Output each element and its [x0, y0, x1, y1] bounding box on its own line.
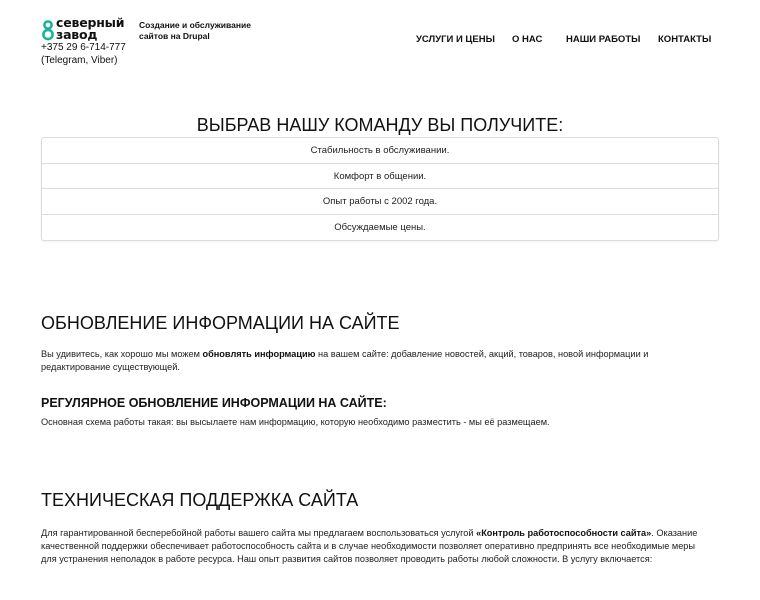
logo-line-1: северный	[56, 15, 125, 30]
nav-item-works[interactable]: НАШИ РАБОТЫ	[566, 34, 641, 45]
nav-item-about[interactable]: О НАС	[512, 34, 543, 45]
benefit-item: Комфорт в общении.	[42, 164, 718, 190]
slogan-line-1: Создание и обслуживание	[139, 20, 251, 30]
update-section-title: ОБНОВЛЕНИЕ ИНФОРМАЦИИ НА САЙТЕ	[41, 313, 400, 333]
update-subsection-text: Основная схема работы такая: вы высылаете нам информацию, которую необходимо разместить - мы её размещаем.	[41, 417, 550, 427]
benefit-item: Обсуждаемые цены.	[334, 221, 426, 233]
logo-line-2: завод	[56, 27, 98, 42]
update-subsection-title: РЕГУЛЯРНОЕ ОБНОВЛЕНИЕ ИНФОРМАЦИИ НА САЙТЕ:	[41, 396, 387, 410]
support-text-start: Для гарантированной бесперебойной работы вашего сайта мы предлагаем воспользоваться услугой	[41, 528, 477, 538]
support-section-title: ТЕХНИЧЕСКАЯ ПОДДЕРЖКА САЙТА	[41, 490, 359, 510]
support-text-bold: «Контроль работоспособности сайта»	[476, 528, 652, 538]
benefits-title: ВЫБРАВ НАШУ КОМАНДУ ВЫ ПОЛУЧИТЕ:	[196, 115, 564, 135]
phone-number[interactable]: +375 29 6-714-777	[41, 42, 126, 53]
update-text-end: на вашем сайте: добавление новостей, акций, товаров, новой информации и редактирование существующей.	[41, 349, 649, 372]
messengers-note: (Telegram, Viber)	[41, 55, 118, 66]
nav-item-services[interactable]: УСЛУГИ И ЦЕНЫ	[416, 34, 495, 45]
benefits-list	[41, 137, 719, 241]
benefit-item: Опыт работы с 2002 года.	[42, 189, 718, 215]
nav-item-contacts[interactable]: КОНТАКТЫ	[658, 34, 712, 45]
update-section-text	[41, 348, 701, 374]
support-section-text	[41, 527, 701, 566]
update-text-start: Вы удивитесь, как хорошо мы можем	[41, 349, 203, 359]
main-nav	[0, 34, 760, 48]
benefit-item: Стабильность в обслуживании.	[42, 138, 718, 164]
support-text-end: . Оказание качественной поддержки обеспечивает работоспособность сайта и в случае необходимости позволяет оперативно предпринять все необходимые меры для устранения неполадок в работе ресурса. Наш опыт развития сайтов позволяет проводить работы любой сложности. В услугу включается:	[41, 528, 698, 564]
update-text-bold: обновлять информацию	[202, 349, 316, 359]
slogan-line-2: сайтов на Drupal	[139, 31, 210, 41]
